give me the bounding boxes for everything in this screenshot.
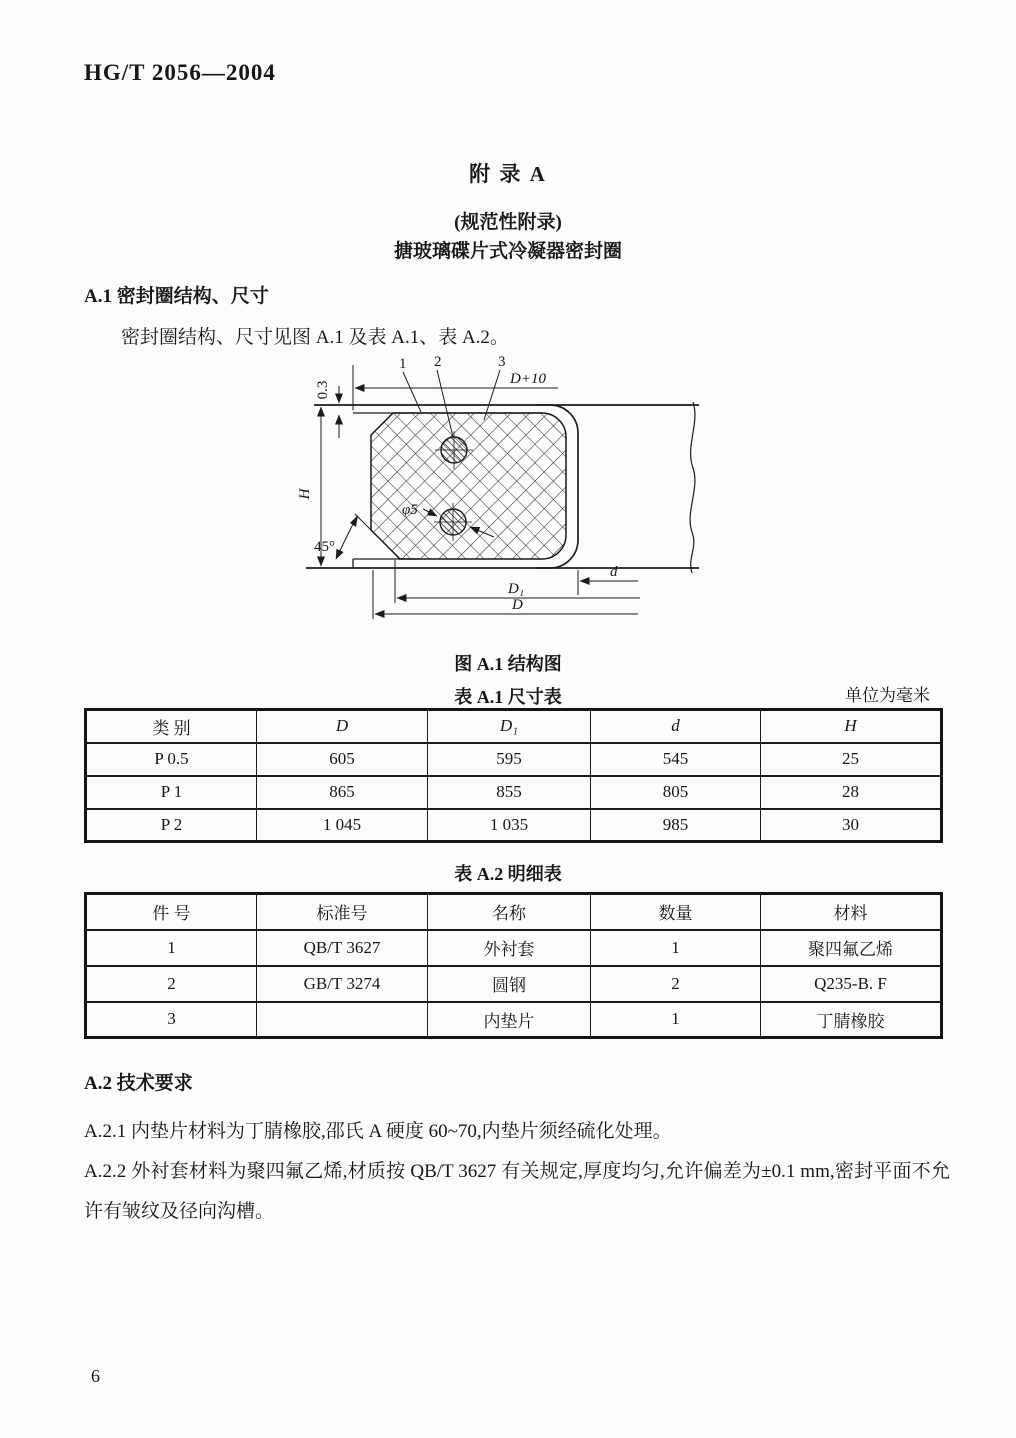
cell: 1 [591, 1002, 761, 1038]
dim-outer-label: D+10 [510, 371, 546, 387]
cell: 1 [86, 930, 257, 966]
callout-1-label: 1 [399, 356, 407, 372]
figure-a1-drawing [296, 352, 720, 646]
col-header-material: 材料 [761, 894, 942, 930]
table-row [86, 930, 942, 966]
cell: 2 [86, 966, 257, 1002]
cell: 圆钢 [428, 966, 591, 1002]
section-a1-heading: A.1 密封圈结构、尺寸 [84, 286, 269, 307]
gasket-body-crosshatch [371, 413, 566, 559]
col-header-D1: D₁ [428, 710, 591, 743]
dim-angle-label: 45° [314, 539, 335, 555]
cell: 805 [591, 776, 761, 809]
col-header-name: 名称 [428, 894, 591, 930]
cell: 25 [761, 743, 942, 776]
cell: QB/T 3627 [257, 930, 428, 966]
table-a1-unit-note: 单位为毫米 [845, 686, 930, 705]
cell: Q235-B. F [761, 966, 942, 1002]
table-a1-caption: 表 A.1 尺寸表 [454, 687, 562, 707]
dim-angle-arrowhead [350, 515, 358, 527]
cell: 28 [761, 776, 942, 809]
section-a2-2-paragraph: A.2.2 外衬套材料为聚四氟乙烯,材质按 QB/T 3627 有关规定,厚度均匀,允许偏差为±0.1 mm,密封平面不允许有皱纹及径向沟槽。 [84, 1161, 950, 1222]
appendix-normative-note: (规范性附录) [454, 212, 562, 233]
cell: 1 [591, 930, 761, 966]
table-row [86, 776, 942, 809]
dim-d1-label: D₁ [508, 581, 525, 597]
col-header-standard-no: 标准号 [257, 894, 428, 930]
cell: 545 [591, 743, 761, 776]
dim-d-label: d [610, 564, 618, 580]
col-header-category: 类 别 [86, 710, 257, 743]
section-a2-heading: A.2 技术要求 [84, 1073, 193, 1094]
callout-3-label: 3 [498, 354, 506, 370]
table-row [86, 743, 942, 776]
col-header-D: D [257, 710, 428, 743]
cell: 865 [257, 776, 428, 809]
page-number: 6 [91, 1366, 100, 1386]
appendix-subject-title: 搪玻璃碟片式冷凝器密封圈 [393, 241, 622, 262]
cell: 605 [257, 743, 428, 776]
cell: P 2 [86, 809, 257, 842]
table-row [86, 966, 942, 1002]
dim-D-label: D [512, 597, 523, 613]
cell: 内垫片 [428, 1002, 591, 1038]
col-header-d: d [591, 710, 761, 743]
figure-a1-caption: 图 A.1 结构图 [454, 654, 562, 674]
cell: GB/T 3274 [257, 966, 428, 1002]
callout-1-leader [403, 372, 421, 412]
table-row [86, 894, 942, 930]
col-header-quantity: 数量 [591, 894, 761, 930]
table-row [86, 710, 942, 743]
callout-2-label: 2 [434, 354, 442, 370]
cell: 3 [86, 1002, 257, 1038]
standard-number-header: HG/T 2056—2004 [84, 60, 276, 85]
col-header-item-no: 件 号 [86, 894, 257, 930]
cell: 595 [428, 743, 591, 776]
table-row [86, 1002, 942, 1038]
col-header-H: H [761, 710, 942, 743]
appendix-title: 附 录 A [469, 162, 547, 186]
cell: 1 045 [257, 809, 428, 842]
cell: 30 [761, 809, 942, 842]
cell: 1 035 [428, 809, 591, 842]
section-a2-1-paragraph: A.2.1 内垫片材料为丁腈橡胶,邵氏 A 硬度 60~70,内垫片须经硫化处理。 [84, 1121, 672, 1142]
dimension-table [84, 708, 943, 843]
cell [257, 1002, 428, 1038]
cell: 外衬套 [428, 930, 591, 966]
table-row [86, 809, 942, 842]
cell: 985 [591, 809, 761, 842]
cell: 聚四氟乙烯 [761, 930, 942, 966]
table-a2-caption: 表 A.2 明细表 [454, 864, 562, 884]
break-wavy-line [690, 402, 695, 573]
cell: 丁腈橡胶 [761, 1002, 942, 1038]
cell: 855 [428, 776, 591, 809]
cell: P 0.5 [86, 743, 257, 776]
dim-hole-label: φ5 [402, 502, 418, 518]
dim-height-label: H [297, 488, 313, 500]
parts-list-table [84, 892, 943, 1039]
dim-thickness-label: 0.3 [315, 380, 331, 400]
section-a1-paragraph: 密封圈结构、尺寸见图 A.1 及表 A.1、表 A.2。 [121, 327, 509, 348]
cell: P 1 [86, 776, 257, 809]
cell: 2 [591, 966, 761, 1002]
